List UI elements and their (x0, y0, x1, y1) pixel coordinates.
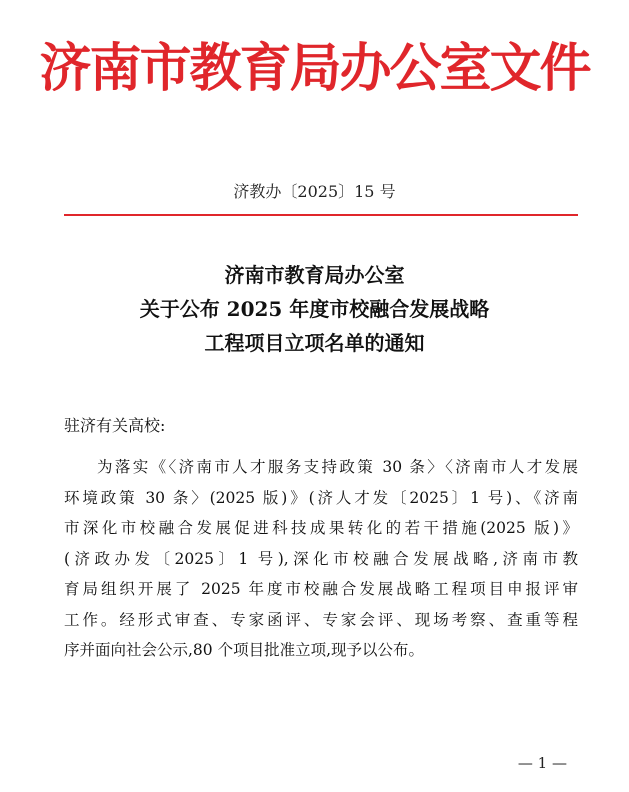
body-paragraph (64, 452, 578, 666)
body-line: 育局组织开展了 2025 年度市校融合发展战略工程项目申报评审 (64, 580, 578, 598)
body-line: 为落实《〈济南市人才服务支持政策 30 条〉〈济南市人才发展 (97, 458, 578, 476)
body-line: 序并面向社会公示,80 个项目批准立项,现予以公布。 (64, 641, 425, 659)
notice-title (0, 258, 629, 360)
body-line: 环境政策 30 条〉(2025 版)》(济人才发〔2025〕1 号)、《济南 (64, 488, 578, 507)
notice-title-line-1: 济南市教育局办公室 (224, 263, 405, 287)
document-number: 济教办〔2025〕15 号 (233, 182, 396, 201)
notice-title-line-2: 关于公布 2025 年度市校融合发展战略 (139, 297, 490, 321)
body-line: (济政办发〔2025〕1 号),深化市校融合发展战略,济南市教 (64, 549, 578, 568)
body-line: 市深化市校融合发展促进科技成果转化的若干措施(2025 版)》 (64, 519, 578, 537)
body-line: 工作。经形式审查、专家函评、专家会评、现场考察、查重等程 (64, 610, 578, 629)
addressee: 驻济有关高校: (64, 416, 166, 435)
notice-title-line-3: 工程项目立项名单的通知 (204, 331, 425, 355)
document-header-title: 济南市教育局办公室文件 (39, 38, 590, 99)
red-divider-line (64, 214, 578, 216)
page-number: — 1 — (517, 754, 567, 772)
